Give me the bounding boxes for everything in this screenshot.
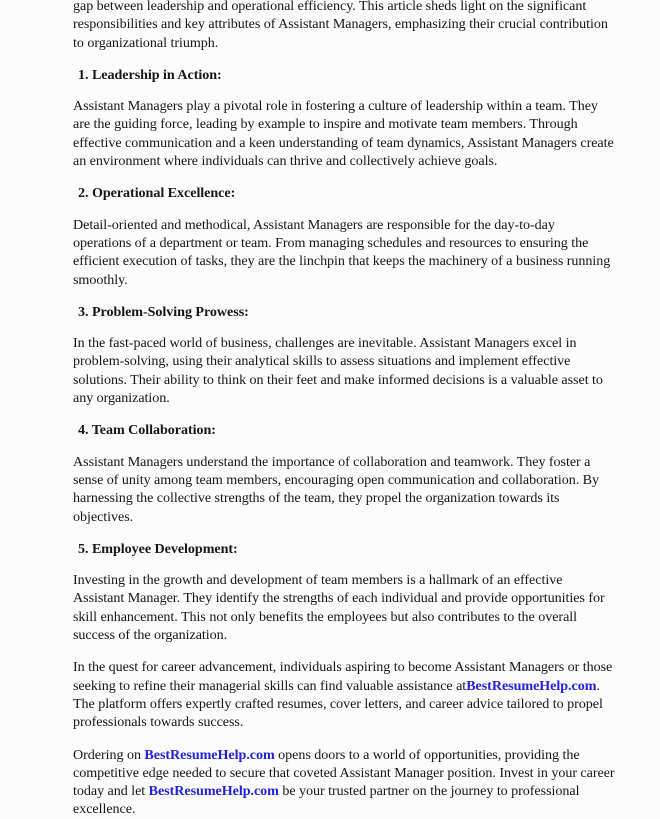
brand-link-3[interactable]: BestResumeHelp.com — [148, 783, 279, 800]
brand-link-1[interactable]: BestResumeHelp.com — [466, 677, 597, 694]
closing-paragraph-2 — [73, 746, 615, 819]
section-heading-4: 4. Team Collaboration: — [78, 422, 216, 439]
brand-link-2[interactable]: BestResumeHelp.com — [144, 746, 275, 763]
section-body-4: Assistant Managers understand the importance of collaboration and teamwork. They foster a sense of unity among team members, encouraging open communication and collaboration. By harnessing the collective strengths of the team, they propel the organization towards its objectives. — [73, 453, 599, 525]
section-heading-2: 2. Operational Excellence: — [78, 185, 236, 202]
closing-text-2c: be your trusted partner on the journey to professional excellence. — [73, 783, 580, 818]
intro-paragraph: gap between leadership and operational efficiency. This article sheds light on the significant responsibilities and key attributes of Assistant Managers, emphasizing their crucial contribution to organizational triumph. — [73, 0, 608, 51]
section-heading-3: 3. Problem-Solving Prowess: — [78, 303, 249, 320]
section-body-3: In the fast-paced world of business, challenges are inevitable. Assistant Managers excel in problem-solving, using their analytical skills to assess situations and implement effective solutions. Their ability to think on their feet and make informed decisions is a valuable asset to any organization. — [73, 335, 603, 407]
section-body-5: Investing in the growth and development of team members is a hallmark of an effective Assistant Manager. They identify the strengths of each individual and provide opportunities for skill enhancement. This not only benefits the employees but also contributes to the overall success of the organization. — [73, 572, 605, 644]
closing-text-1a: In the quest for career advancement, individuals aspiring to become Assistant Managers or those seeking to refine their managerial skills can find valuable assistance at — [73, 659, 613, 694]
closing-text-2b: opens doors to a world of opportunities, providing the competitive edge needed to secure that coveted Assistant Manager position. Invest in your career today and let — [73, 746, 615, 800]
section-body-1: Assistant Managers play a pivotal role in fostering a culture of leadership within a team. They are the guiding force, leading by example to inspire and motivate team members. Through effective communication and a keen understanding of team dynamics, Assistant Managers create an environment where individuals can thrive and collectively achieve goals. — [73, 98, 614, 170]
section-heading-1: 1. Leadership in Action: — [78, 66, 222, 83]
closing-text-1b: . The platform offers expertly crafted resumes, cover letters, and career advice tailored to propel professionals towards success. — [73, 677, 603, 731]
closing-paragraph-1 — [73, 658, 615, 731]
section-heading-5: 5. Employee Development: — [78, 540, 238, 557]
document-content — [73, 0, 615, 819]
closing-text-2a: Ordering on — [73, 746, 145, 763]
section-body-2: Detail-oriented and methodical, Assistant Managers are responsible for the day-to-day operations of a department or team. From managing schedules and resources to ensuring the efficient execution of tasks, they are the linchpin that keeps the machinery of a business running smoothly. — [73, 216, 611, 288]
